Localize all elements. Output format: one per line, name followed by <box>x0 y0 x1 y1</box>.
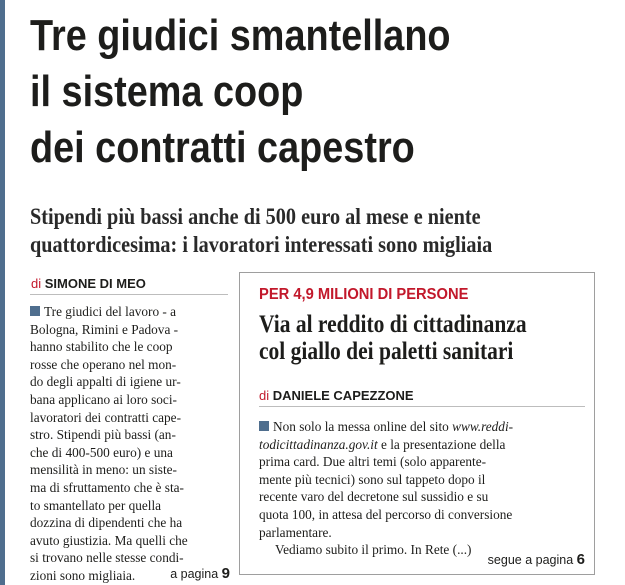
byline-author: DANIELE CAPEZZONE <box>272 388 414 403</box>
main-article-body <box>30 303 228 585</box>
body-line: lavoratori dei contratti cape- <box>30 409 181 425</box>
main-headline <box>30 8 537 176</box>
square-bullet-icon <box>259 421 269 431</box>
boxed-title-line: col giallo dei paletti sanitari <box>259 338 514 365</box>
jump-label: a pagina <box>170 567 219 581</box>
headline-line: Tre giudici smantellano <box>30 11 451 60</box>
headline-line: il sistema coop <box>30 67 304 116</box>
body-line: zioni sono migliaia. <box>30 567 136 583</box>
byline-divider <box>30 294 228 295</box>
subhead-line: Stipendi più bassi anche di 500 euro al mese e niente <box>30 204 481 229</box>
jump-page-number: 6 <box>576 551 585 568</box>
website-url[interactable]: www.reddi- <box>452 419 514 434</box>
boxed-article-body <box>259 418 587 559</box>
body-line: stro. Stipendi più bassi (an- <box>30 427 176 443</box>
square-bullet-icon <box>30 306 40 316</box>
subhead-line: quattordicesima: i lavoratori interessati sono migliaia <box>30 232 493 257</box>
main-jump-link[interactable] <box>170 565 230 582</box>
byline-prefix: di <box>259 388 270 403</box>
byline-author: SIMONE DI MEO <box>44 276 146 291</box>
left-color-bar <box>0 0 5 585</box>
main-byline <box>31 276 146 291</box>
jump-label: segue a pagina <box>487 553 574 567</box>
body-line: rosse che operano nel mon- <box>30 356 177 372</box>
body-line: ma di sfruttamento che è sta- <box>30 479 184 495</box>
body-line: Bologna, Rimini e Padova - <box>30 321 179 337</box>
body-line: todicittadinanza.gov.it e la presentazione della <box>259 436 506 452</box>
body-line: do degli appalti di igiene ur- <box>30 374 181 390</box>
body-line: mensilità in meno: un siste- <box>30 462 177 478</box>
body-line: parlamentare. <box>259 524 332 540</box>
main-subheadline <box>30 203 593 259</box>
body-line: quota 100, in attesa del percorso di conversione <box>259 506 513 522</box>
body-line: to smantellato per quella <box>30 497 162 513</box>
headline-line: dei contratti capestro <box>30 123 415 172</box>
body-line: bana applicano ai loro soci- <box>30 391 177 407</box>
body-line: hanno stabilito che le coop <box>30 339 173 355</box>
boxed-title <box>259 311 586 365</box>
body-line: prima card. Due altri temi (solo apparente- <box>259 454 487 470</box>
boxed-title-line: Via al reddito di cittadinanza <box>259 311 527 338</box>
byline-prefix: di <box>31 276 42 291</box>
body-line: che di 400-500 euro) e una <box>30 444 173 460</box>
body-line: dozzina di dipendenti che ha <box>30 515 183 531</box>
body-line: avuto giustizia. Ma quelli che <box>30 532 188 548</box>
body-line: recente varo del decretone sul sussidio e su <box>259 489 489 505</box>
body-line: Non solo la messa online del sito www.reddi- <box>259 418 587 436</box>
body-line: mente più tecnici) sono sul tappeto dopo il <box>259 471 486 487</box>
website-url-continued[interactable]: todicittadinanza.gov.it <box>259 436 378 452</box>
boxed-jump-link[interactable] <box>488 551 585 568</box>
body-line: Tre giudici del lavoro - a <box>30 303 228 321</box>
jump-page-number: 9 <box>221 565 230 582</box>
boxed-kicker: PER 4,9 MILIONI DI PERSONE <box>259 286 469 303</box>
boxed-byline-divider <box>259 406 585 407</box>
body-line: Vediamo subito il primo. In Rete (...) <box>275 542 472 558</box>
body-line: si trovano nelle stesse condi- <box>30 550 184 566</box>
boxed-byline <box>259 388 414 403</box>
